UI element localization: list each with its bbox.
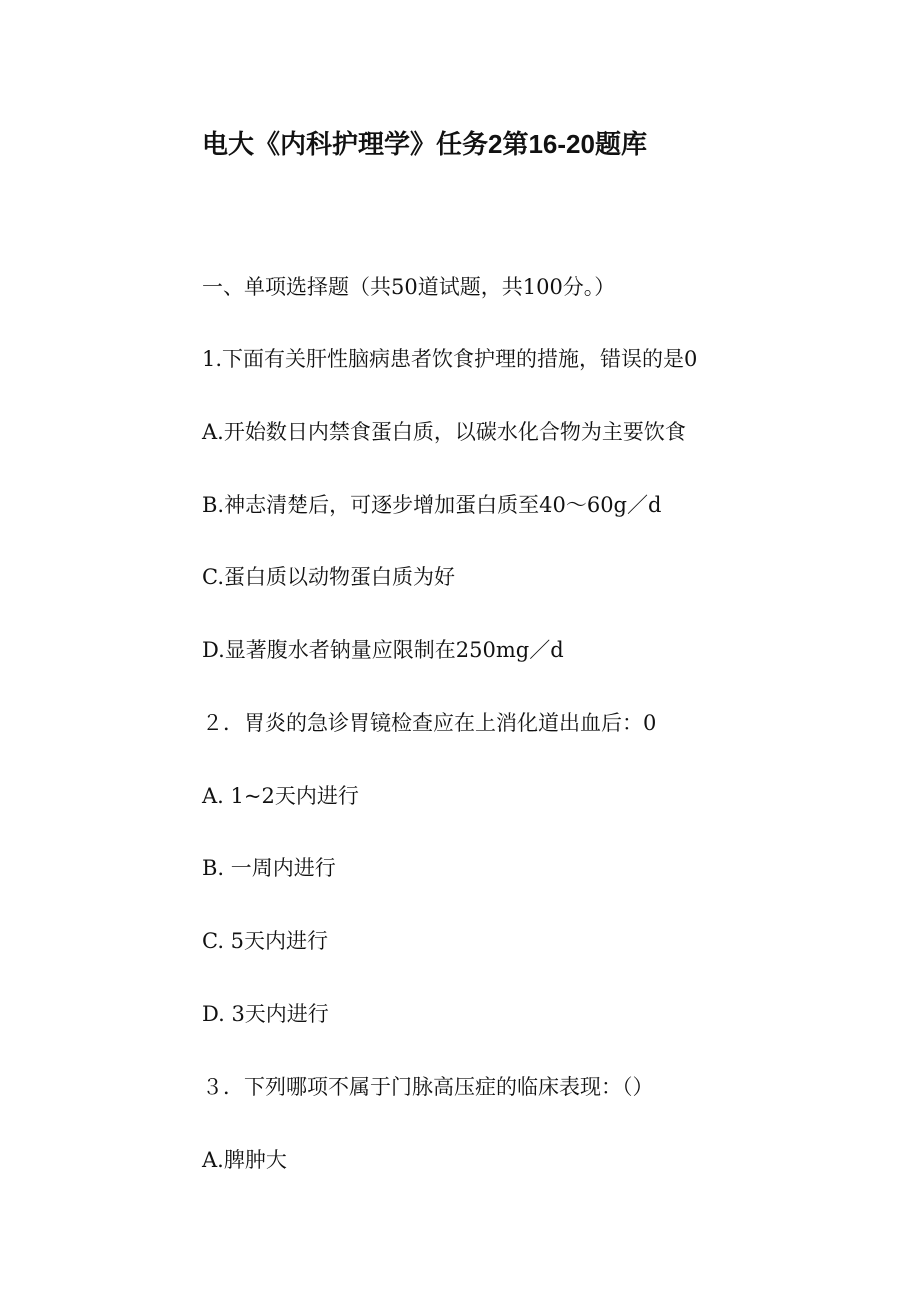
question-3: ３．下列哪项不属于门脉高压症的临床表现：（） bbox=[202, 1075, 654, 1099]
question-2-option-d: D. 3天内进行 bbox=[202, 1002, 329, 1026]
question-1-option-d: D.显著腹水者钠量应限制在250mg／d bbox=[202, 638, 564, 662]
document-title: 电大《内科护理学》任务2第16-20题库 bbox=[202, 129, 647, 159]
question-3-option-a: A.脾肿大 bbox=[202, 1148, 287, 1172]
question-1-option-b: B.神志清楚后，可逐步增加蛋白质至40～60g／d bbox=[202, 493, 662, 517]
question-1-option-a: A.开始数日内禁食蛋白质，以碳水化合物为主要饮食 bbox=[202, 420, 686, 444]
question-1: 1.下面有关肝性脑病患者饮食护理的措施，错误的是0 bbox=[202, 347, 698, 371]
section-heading: 一、单项选择题（共50道试题，共100分。） bbox=[202, 275, 616, 299]
question-2-option-b: B. 一周内进行 bbox=[202, 856, 336, 880]
question-2-option-c: C. 5天内进行 bbox=[202, 929, 329, 953]
question-2: ２．胃炎的急诊胃镜检查应在上消化道出血后：0 bbox=[202, 711, 657, 735]
question-1-option-c: C.蛋白质以动物蛋白质为好 bbox=[202, 565, 455, 589]
question-2-option-a: A. 1~2天内进行 bbox=[202, 784, 359, 808]
